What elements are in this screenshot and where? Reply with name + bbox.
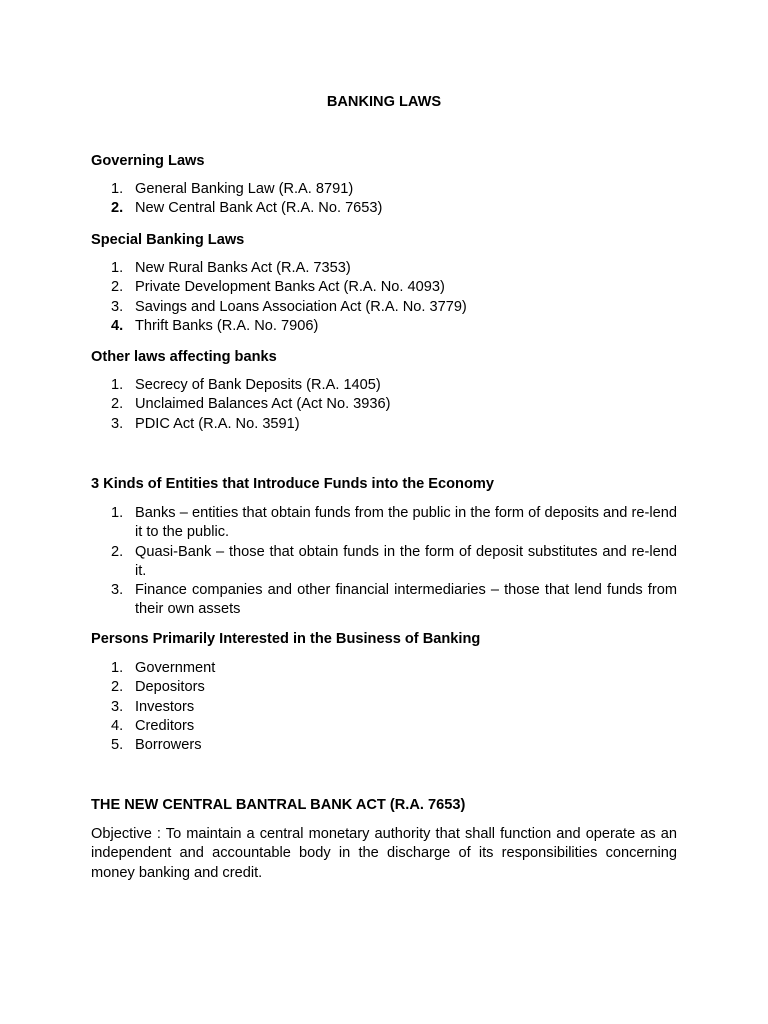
list-item-number: 3. — [111, 698, 124, 715]
list-item-number: 1. — [111, 377, 124, 393]
list-item-text: Finance companies and other financial intermediaries – those that lend funds from their own assets — [135, 582, 677, 618]
other-laws-heading: Other laws affecting banks — [91, 349, 277, 365]
objective-paragraph: Objective : To maintain a central monetary authority that shall function and operate as an independent and accountable body in the discharge of its responsibilities concerning money banking and credit. — [91, 826, 677, 881]
entities-heading: 3 Kinds of Entities that Introduce Funds into the Economy — [91, 476, 494, 492]
list-item-text: Quasi-Bank – those that obtain funds in the form of deposit substitutes and re-lend it. — [135, 543, 677, 579]
governing-laws-heading: Governing Laws — [91, 153, 205, 169]
list-item-number: 4. — [111, 317, 124, 334]
list-item — [91, 678, 677, 697]
list-item-number: 1. — [111, 181, 124, 197]
list-item — [91, 415, 677, 434]
list-item-number: 3. — [111, 415, 124, 432]
list-item-text: PDIC Act (R.A. No. 3591) — [135, 415, 300, 432]
list-item — [91, 199, 677, 218]
list-item-number: 1. — [111, 660, 124, 676]
persons-list — [91, 659, 677, 755]
list-item-text: General Banking Law (R.A. 8791) — [135, 181, 354, 197]
list-item-number: 2. — [111, 200, 124, 217]
list-item — [91, 259, 677, 278]
list-item-number: 2. — [111, 279, 124, 296]
list-item-number: 3. — [111, 582, 124, 599]
list-item-number: 1. — [111, 260, 124, 276]
list-item — [91, 543, 677, 582]
entities-list — [91, 504, 677, 620]
list-item — [91, 278, 677, 297]
other-laws-list — [91, 376, 677, 434]
list-item-text: Government — [135, 660, 216, 676]
list-item-text: Investors — [135, 698, 195, 715]
list-item-number: 5. — [111, 737, 124, 754]
list-item-number: 2. — [111, 543, 124, 560]
list-item — [91, 376, 677, 395]
list-item-text: Unclaimed Balances Act (Act No. 3936) — [135, 396, 391, 413]
list-item — [91, 717, 677, 736]
list-item — [91, 395, 677, 414]
list-item-number: 3. — [111, 298, 124, 315]
list-item-text: Banks – entities that obtain funds from the public in the form of deposits and re-lend it to the public. — [135, 505, 677, 541]
list-item — [91, 180, 677, 199]
list-item-number: 2. — [111, 679, 124, 696]
list-item-text: New Central Bank Act (R.A. No. 7653) — [135, 200, 383, 217]
special-banking-laws-list — [91, 259, 677, 336]
list-item — [91, 698, 677, 717]
list-item — [91, 504, 677, 543]
list-item — [91, 298, 677, 317]
list-item — [91, 659, 677, 678]
list-item-text: New Rural Banks Act (R.A. 7353) — [135, 260, 351, 276]
list-item-text: Thrift Banks (R.A. No. 7906) — [135, 317, 319, 334]
list-item-text: Secrecy of Bank Deposits (R.A. 1405) — [135, 377, 381, 393]
list-item-text: Borrowers — [135, 737, 202, 754]
list-item-text: Private Development Banks Act (R.A. No. 4093) — [135, 279, 445, 296]
governing-laws-list — [91, 180, 677, 219]
persons-heading: Persons Primarily Interested in the Business of Banking — [91, 631, 481, 647]
list-item-text: Savings and Loans Association Act (R.A. No. 3779) — [135, 298, 467, 315]
list-item-number: 1. — [111, 505, 124, 521]
document-title: BANKING LAWS — [326, 94, 442, 110]
list-item-text: Depositors — [135, 679, 205, 696]
central-bank-act-heading: THE NEW CENTRAL BANTRAL BANK ACT (R.A. 7653) — [91, 797, 466, 813]
list-item — [91, 581, 677, 620]
document-page — [91, 0, 677, 1024]
list-item — [91, 317, 677, 336]
list-item — [91, 736, 677, 755]
special-banking-laws-heading: Special Banking Laws — [91, 232, 245, 248]
list-item-number: 2. — [111, 396, 124, 413]
list-item-number: 4. — [111, 717, 124, 734]
list-item-text: Creditors — [135, 717, 195, 734]
